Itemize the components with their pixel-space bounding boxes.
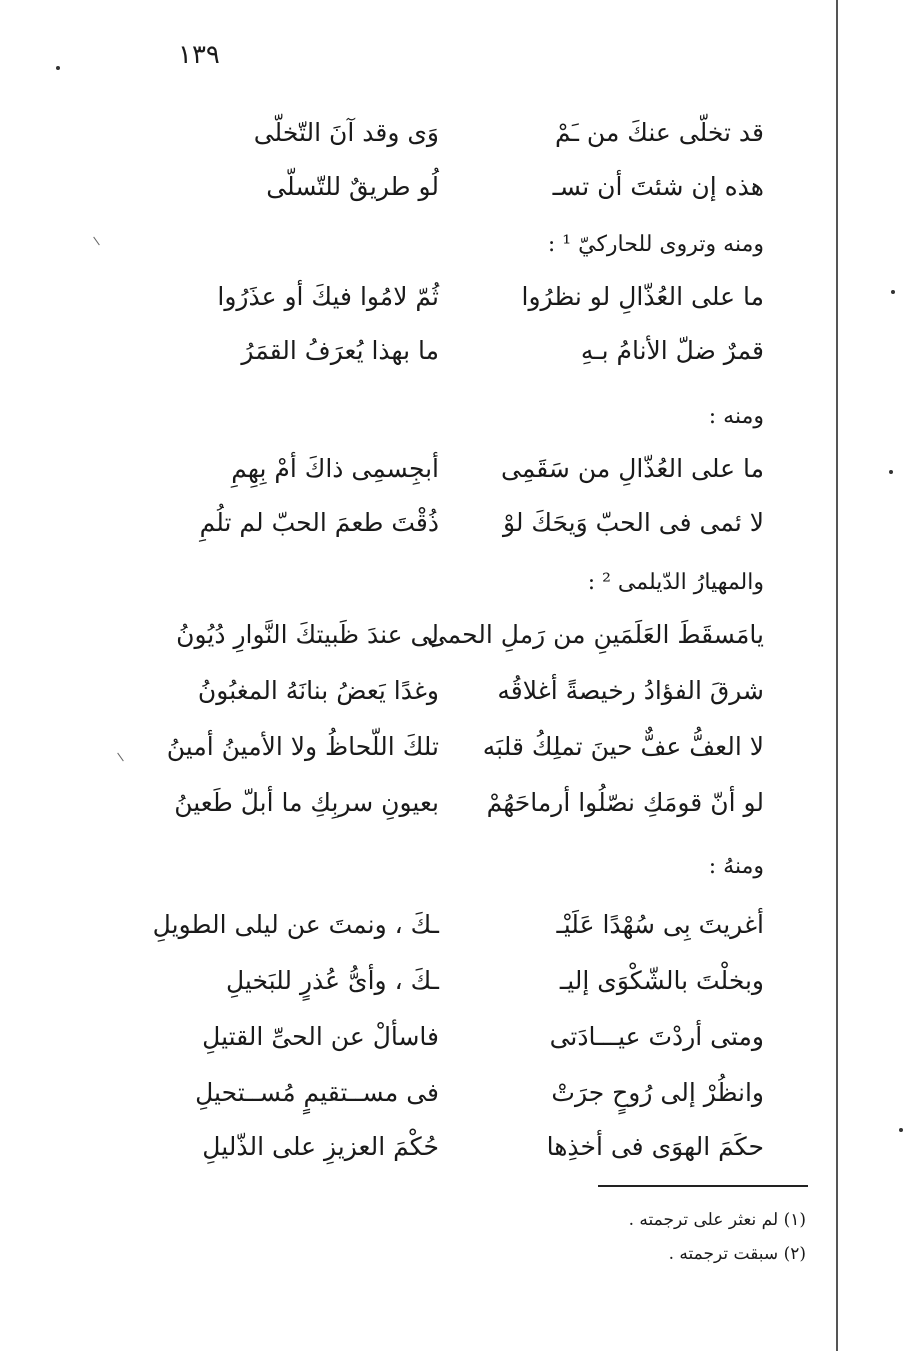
footnote-rule (598, 1185, 808, 1187)
page-number: ١٣٩ (178, 40, 220, 70)
verse-right: ما على العُذّالِ من سَقَمِى (501, 454, 764, 483)
section-intro: والمهيارُ الدّيلمى ² : (587, 570, 764, 595)
speck (117, 753, 124, 762)
verse-right: وانظُرْ إلى رُوحٍ جرَتْ (551, 1078, 764, 1107)
verse-left: لُو طريقٌ للتّسلّى (266, 172, 439, 201)
verse-right: وبخلْتَ بالشّكْوَى إليـ (559, 966, 764, 995)
footnote-text: سبقت ترجمته . (668, 1244, 779, 1264)
verse-right: قد تخلّى عنكَ من ـَمْ (555, 118, 764, 147)
verse-left: بعيونِ سربِكِ ما أبلّ طَعينُ (174, 788, 439, 817)
footnote (669, 1244, 806, 1264)
section-intro: ومنه وتروى للحاركيّ ¹ : (547, 232, 764, 257)
verse-left: فى مســتقيمٍ مُســتحيلِ (195, 1078, 439, 1107)
verse-right: هذه إن شئتَ أن تسـ (552, 172, 764, 201)
footnote-number: (١) (783, 1210, 806, 1230)
verse-left: وغدًا يَعضُ بنانَهُ المغبُونُ (197, 676, 439, 705)
verse-right: لا العفُّ عفٌّ حينَ تملِكُ قلبَه (482, 732, 764, 761)
footnote (629, 1210, 806, 1230)
footnote-text: لم نعثر على ترجمته . (628, 1210, 779, 1230)
speck (56, 66, 60, 70)
verse-right: حكَمَ الهوَى فى أخذِها (546, 1132, 764, 1161)
verse-left: أبجِسمِى ذاكَ أمْ بِهِمِ (231, 454, 439, 483)
verse-left: وَى وقد آنَ التّخلّى (253, 118, 439, 147)
verse-left: فاسألْ عن الحىِّ القتيلِ (202, 1022, 439, 1051)
verse-left: حُكْمَ العزيزِ على الذّليلِ (202, 1132, 439, 1161)
verse-right: ما على العُذّالِ لو نظرُوا (521, 282, 764, 311)
speck (891, 290, 895, 294)
speck (93, 237, 100, 246)
speck (899, 1128, 903, 1132)
section-intro: ومنهُ : (708, 854, 764, 879)
verse-right: قمرٌ ضلّ الأنامُ بـهِ (580, 336, 764, 365)
verse-right: شرقَ الفؤادُ رخيصةً أغلاقُه (497, 676, 764, 705)
verse-left: ما بهذا يُعرَفُ القمَرُ (241, 336, 439, 365)
verse-right: لا ئمى فى الحبّ وَيحَكَ لوْ (502, 508, 764, 537)
verse-left: ثُمّ لامُوا فيكَ أو عذَرُوا (217, 282, 439, 311)
verse-left: ـكَ ، ونمتَ عن ليلى الطويلِ (152, 910, 439, 939)
page-binding-edge (836, 0, 838, 1351)
section-intro: ومنه : (708, 404, 764, 429)
footnote-number: (٢) (783, 1244, 806, 1264)
verse-left: ذُقْتَ طعمَ الحبّ لم تلُمِ (199, 508, 439, 537)
verse-left: تلكَ اللّحاظُ ولا الأمينُ أمينُ (166, 732, 439, 761)
verse-left: لِى عندَ ظَبيتكَ النَّوارِ دُيُونُ (176, 620, 439, 649)
verse-left: ـكَ ، وأىُّ عُذرٍ للبَخيلِ (225, 966, 439, 995)
verse-right: يامَسقَطَ العَلَمَينِ من رَملِ الحمى (426, 620, 764, 649)
verse-right: ومتى أردْتَ عيـــادَتى (549, 1022, 764, 1051)
verse-right: أغريتَ بِى سُهْدًا عَلَيْـ (556, 910, 764, 939)
verse-right: لو أنّ قومَكِ نصّلُوا أرماحَهُمْ (486, 788, 764, 817)
speck (889, 470, 893, 474)
